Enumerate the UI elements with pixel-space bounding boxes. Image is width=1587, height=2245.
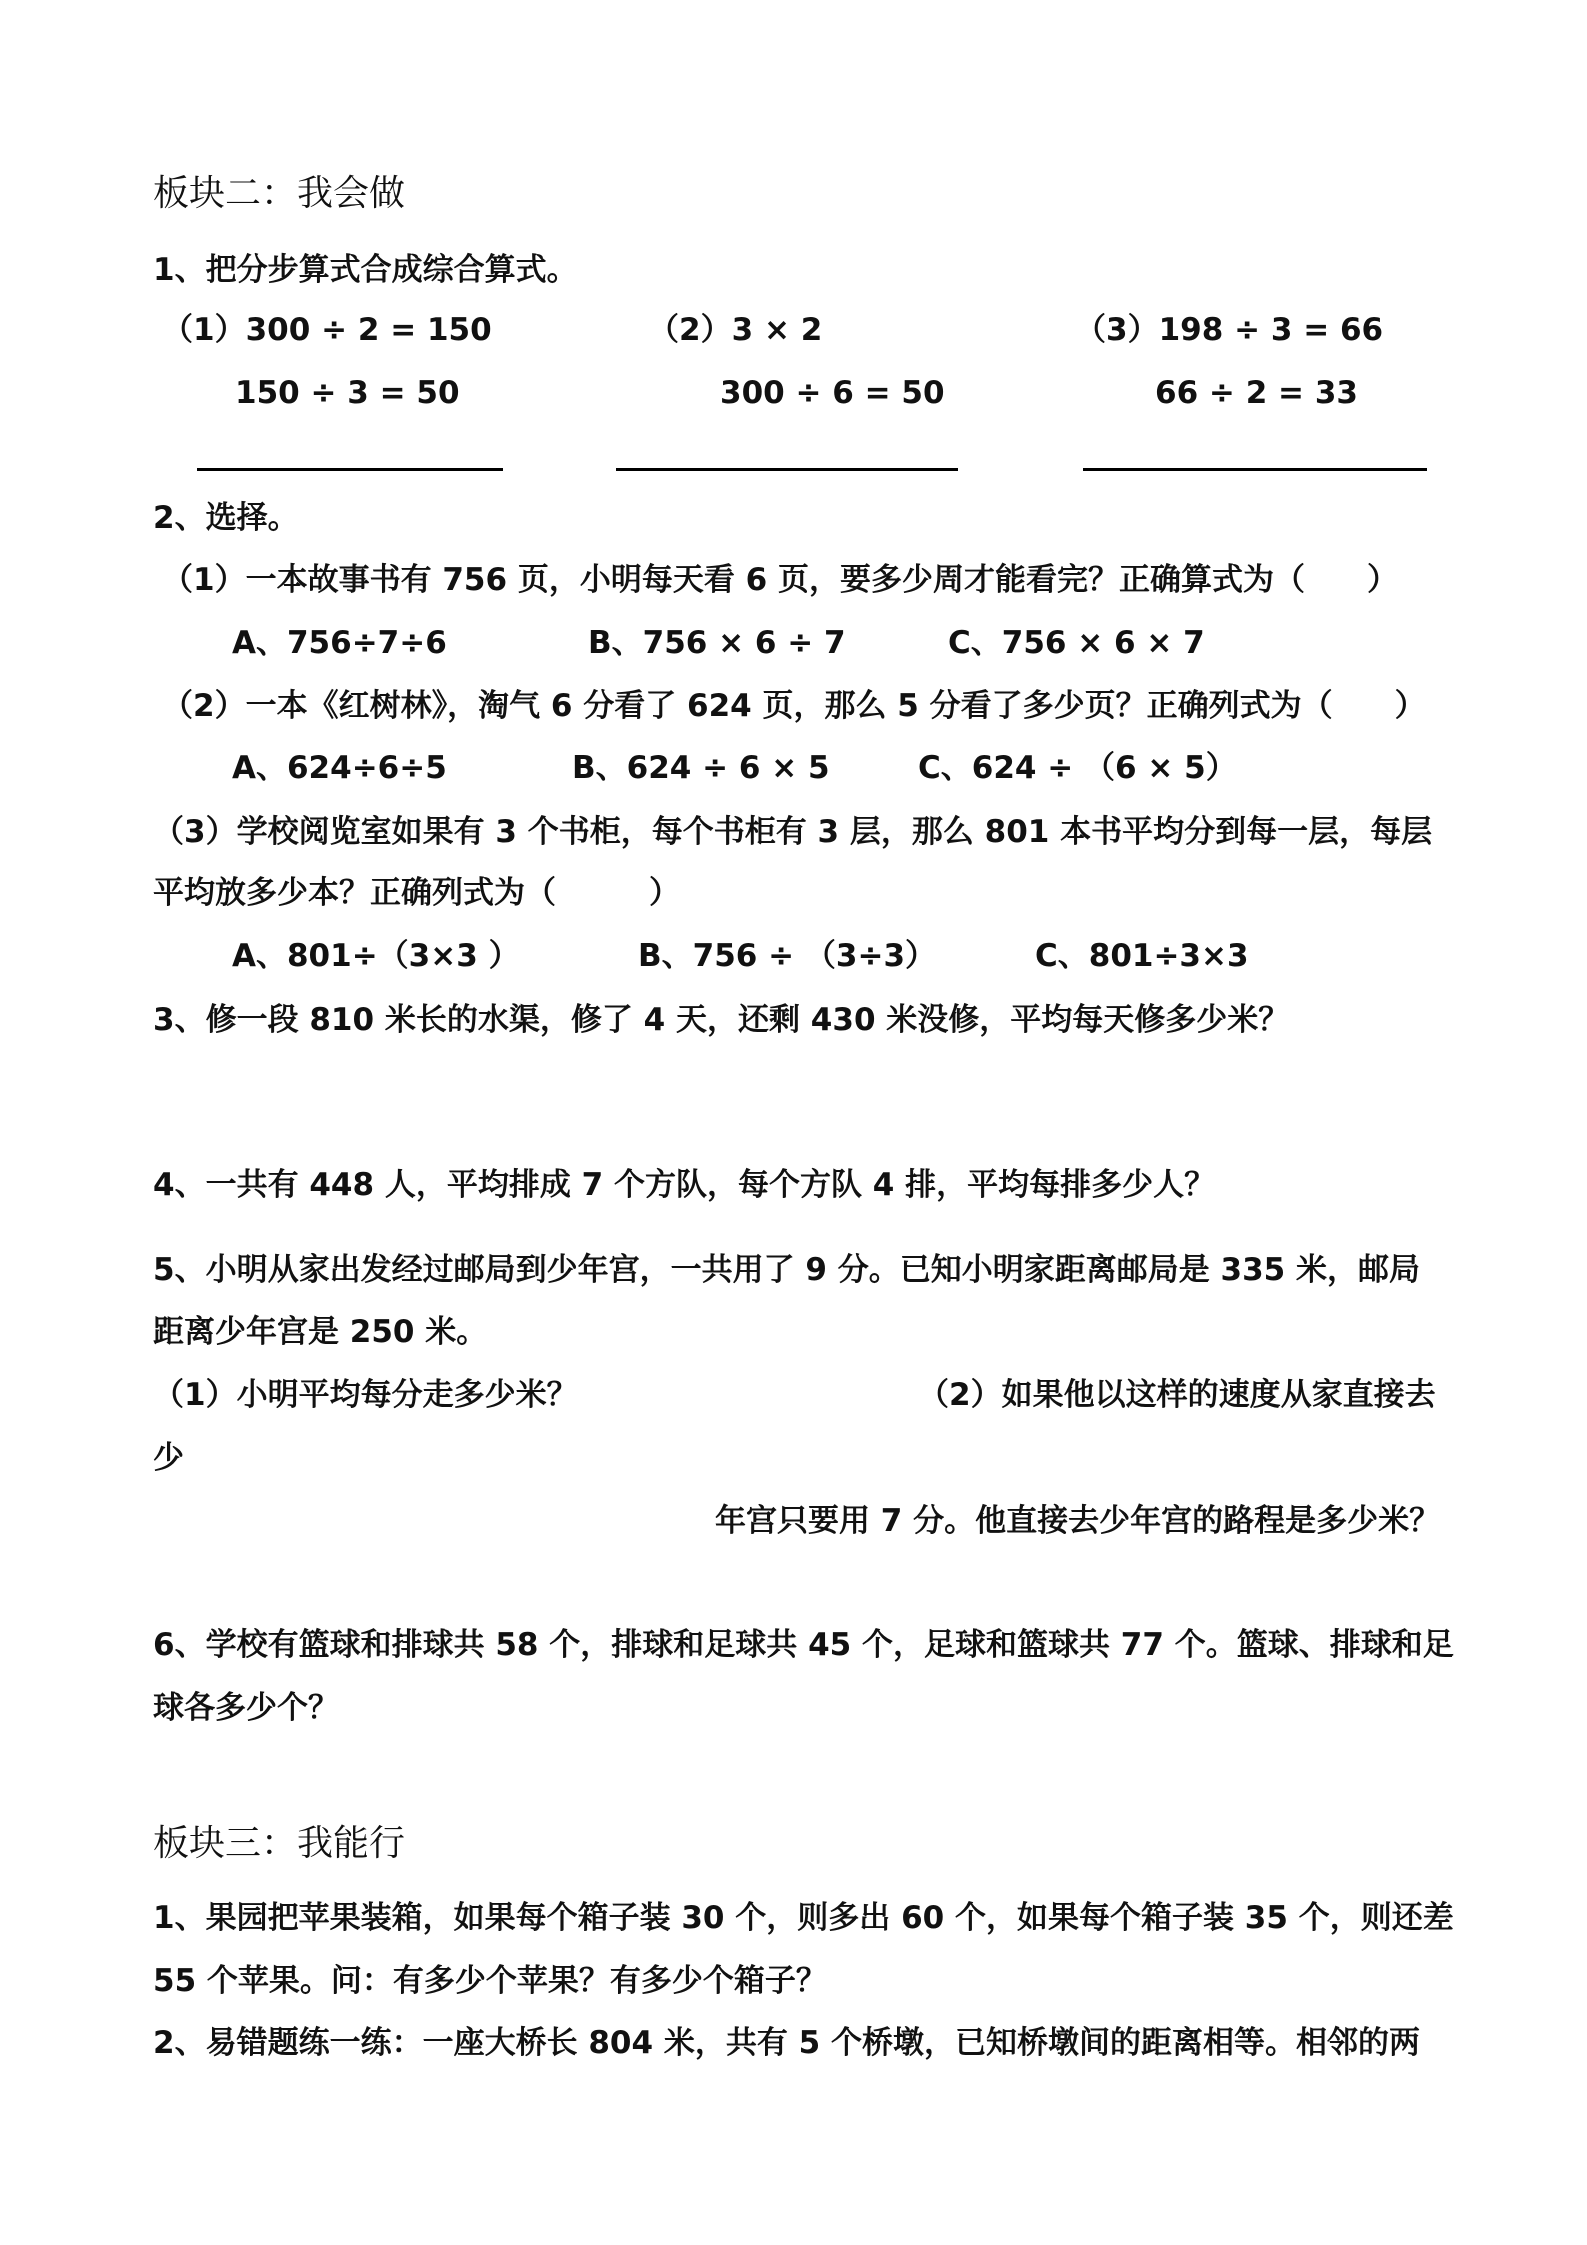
q2-sub2-option-a[interactable]: A、624÷6÷5: [232, 750, 447, 786]
answer-blank-1[interactable]: [197, 468, 503, 471]
q5-sub2-part3: 年宫只要用 7 分。他直接去少年宫的路程是多少米？: [715, 1503, 1441, 1539]
q5-sub2-part1: （2）如果他以这样的速度从家直接去: [918, 1377, 1436, 1413]
s3-question-1-line1: 1、果园把苹果装箱，如果每个箱子装 30 个，则多出 60 个，如果每个箱子装 35 个，则还差: [153, 1900, 1454, 1936]
s3-question-2: 2、易错题练一练：一座大桥长 804 米，共有 5 个桥墩，已知桥墩间的距离相等。相邻的两: [153, 2025, 1421, 2061]
q2-sub2-text: （2）一本《红树林》，淘气 6 分看了 624 页，那么 5 分看了多少页？正确列式为（ ）: [162, 688, 1426, 724]
section-heading: 板块二：我会做: [153, 173, 406, 214]
question-5-line1: 5、小明从家出发经过邮局到少年宫，一共用了 9 分。已知小明家距离邮局是 335 米，邮局: [153, 1252, 1421, 1288]
q2-sub3-text-line2: 平均放多少本？正确列式为（ ）: [153, 875, 680, 911]
s3-question-1-line2: 55 个苹果。问：有多少个苹果？有多少个箱子？: [153, 1963, 827, 1999]
q2-sub3-option-c[interactable]: C、801÷3×3: [1035, 938, 1249, 974]
q2-sub1-option-b[interactable]: B、756 × 6 ÷ 7: [588, 625, 846, 661]
q2-sub3-option-a[interactable]: A、801÷（3×3 ）: [232, 938, 520, 974]
q2-sub3-text-line1: （3）学校阅览室如果有 3 个书柜，每个书柜有 3 层，那么 801 本书平均分到每一层，每层: [153, 814, 1433, 850]
q1-item-3-line2: 66 ÷ 2 = 33: [1155, 375, 1358, 411]
q2-sub3-option-b[interactable]: B、756 ÷ （3÷3）: [638, 938, 937, 974]
question-3: 3、修一段 810 米长的水渠，修了 4 天，还剩 430 米没修，平均每天修多少米？: [153, 1002, 1290, 1038]
q2-sub1-option-a[interactable]: A、756÷7÷6: [232, 625, 447, 661]
q2-sub1-text: （1）一本故事书有 756 页，小明每天看 6 页，要多少周才能看完？正确算式为（ ）: [162, 562, 1399, 598]
q1-item-2-line2: 300 ÷ 6 = 50: [720, 375, 945, 411]
q1-item-3-expr1: 198 ÷ 3 = 66: [1158, 312, 1384, 348]
q1-item-1-line1: [162, 312, 492, 349]
answer-blank-2[interactable]: [616, 468, 958, 471]
question-2-title: 2、选择。: [153, 500, 299, 536]
q1-item-3-label: （3）: [1075, 312, 1159, 348]
q1-item-2-expr1: 3 × 2: [731, 312, 823, 348]
question-5-line2: 距离少年宫是 250 米。: [153, 1314, 488, 1350]
q5-sub2-part2: 少: [153, 1440, 184, 1476]
answer-blank-3[interactable]: [1083, 468, 1427, 471]
question-1-title: 1、把分步算式合成综合算式。: [153, 252, 578, 288]
q2-sub1-option-c[interactable]: C、756 × 6 × 7: [948, 625, 1205, 661]
q1-item-2-label: （2）: [648, 312, 732, 348]
q1-item-1-line2: 150 ÷ 3 = 50: [235, 375, 460, 411]
question-6-line2: 球各多少个？: [153, 1690, 339, 1726]
q1-item-1-label: （1）: [162, 312, 246, 348]
section-heading: 板块三：我能行: [153, 1823, 406, 1864]
q2-sub2-option-c[interactable]: C、624 ÷ （6 × 5）: [918, 750, 1237, 786]
q5-sub1: （1）小明平均每分走多少米？: [153, 1377, 578, 1413]
q1-item-1-expr1: 300 ÷ 2 = 150: [245, 312, 492, 348]
question-6-line1: 6、学校有篮球和排球共 58 个，排球和足球共 45 个，足球和篮球共 77 个。篮球、排球和足: [153, 1627, 1454, 1663]
question-4: 4、一共有 448 人，平均排成 7 个方队，每个方队 4 排，平均每排多少人？: [153, 1167, 1216, 1203]
q1-item-3-line1: [1075, 312, 1383, 349]
q1-item-2-line1: [648, 312, 822, 349]
q2-sub2-option-b[interactable]: B、624 ÷ 6 × 5: [572, 750, 830, 786]
